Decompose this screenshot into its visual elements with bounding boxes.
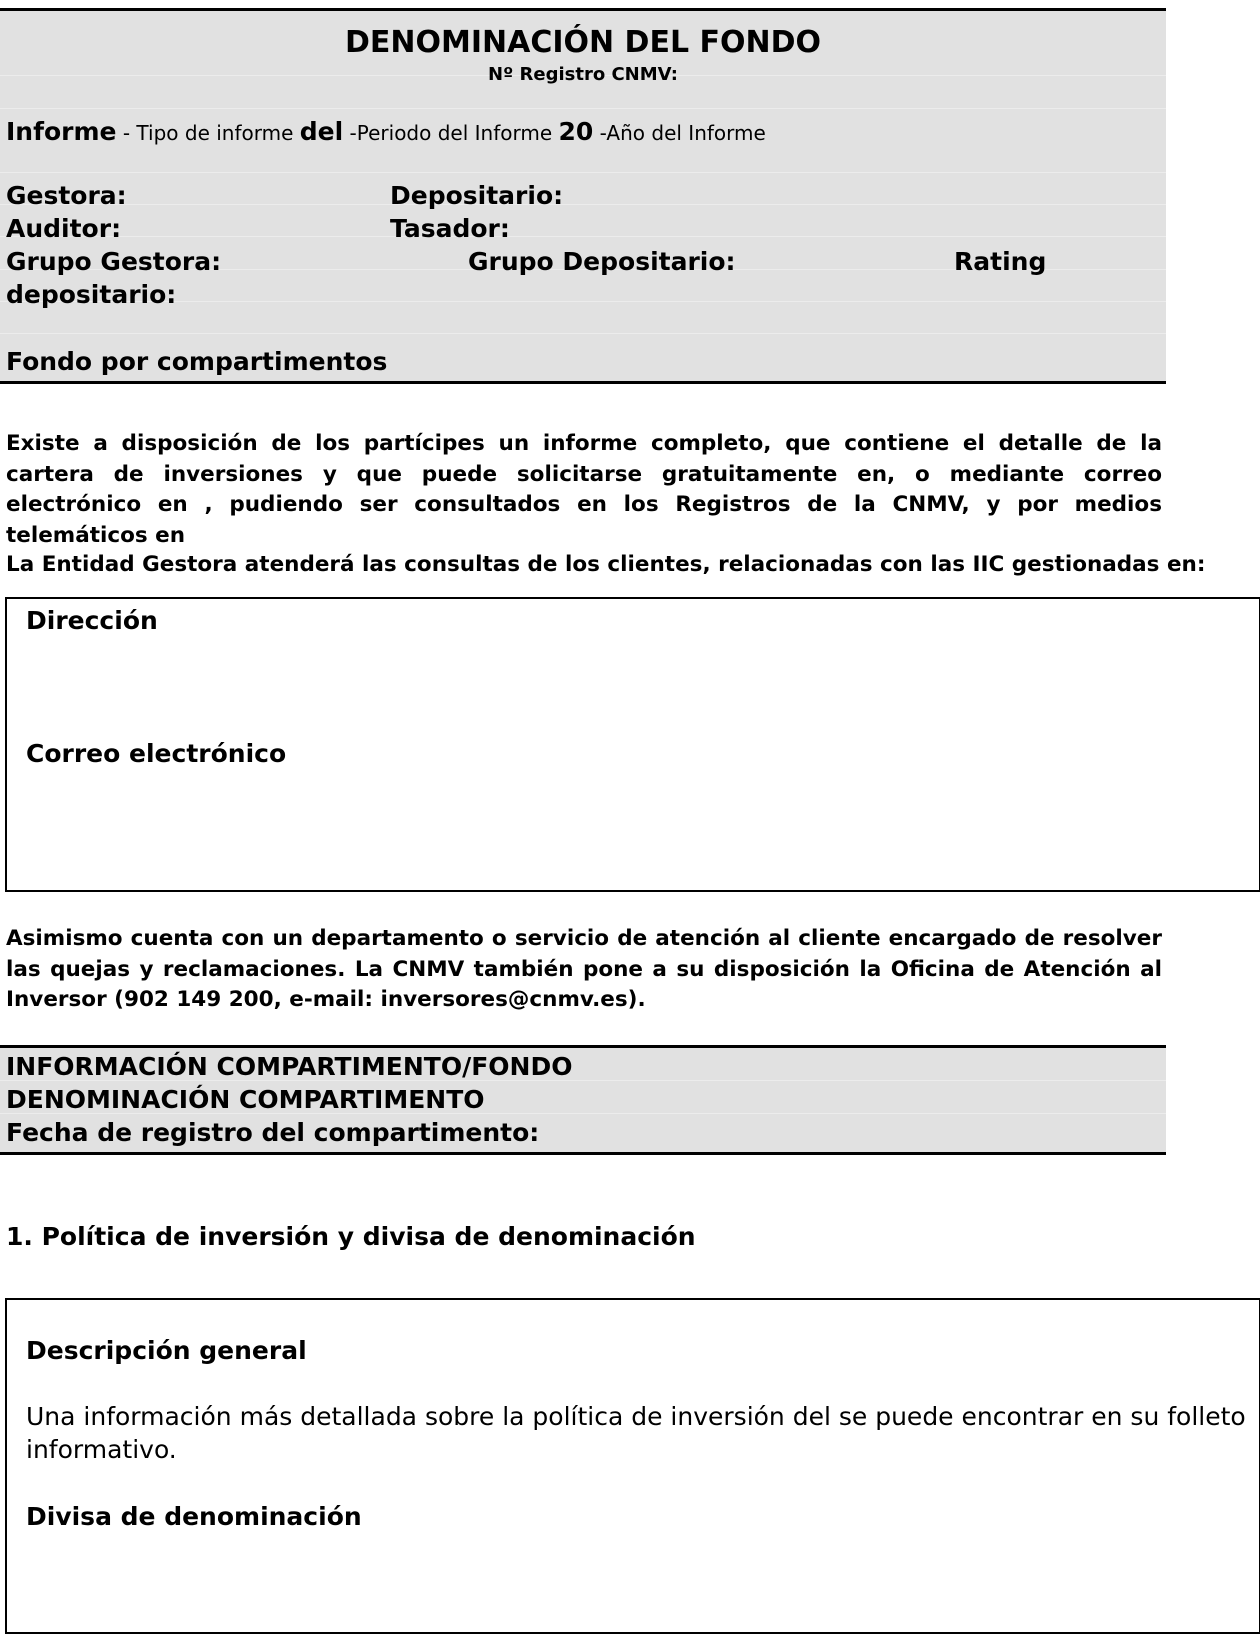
report-type-placeholder: - Tipo de informe: [116, 121, 300, 145]
informe-label: Informe: [6, 117, 117, 146]
compartimento-registration-date: Fecha de registro del compartimento:: [6, 1118, 540, 1147]
tasador-label: Tasador:: [390, 214, 510, 243]
descripcion-general-text: Una información más detallada sobre la política de inversión del se puede encontrar en su folleto informativo.: [26, 1402, 1246, 1464]
customer-service-paragraph: Asimismo cuenta con un departamento o servicio de atención al cliente encargado de resolver las quejas y reclamaciones. La CNMV también pone a su disposición la Oficina de Atención al Inversor (902 149 200, e-mail: inversores@cnmv.es).: [6, 926, 1162, 1012]
direccion-label: Dirección: [26, 606, 158, 635]
row-divider: [0, 172, 1166, 173]
investment-policy-box: [5, 1298, 1260, 1634]
report-year-placeholder: -Año del Informe: [593, 121, 766, 145]
client-queries-line: La Entidad Gestora atenderá las consultas de los clientes, relacionadas con las IIC gestionadas en:: [6, 552, 1206, 577]
row-divider: [0, 236, 1166, 237]
fondo-compartimentos-label: Fondo por compartimentos: [6, 347, 388, 376]
auditor-label: Auditor:: [6, 214, 122, 243]
contact-info-box: [5, 597, 1260, 892]
cnmv-registry-number: Nº Registro CNMV:: [488, 64, 678, 85]
fund-name-title: DENOMINACIÓN DEL FONDO: [344, 25, 822, 60]
del-label: del: [299, 117, 344, 146]
report-type-line: [6, 117, 766, 146]
correo-electronico-label: Correo electrónico: [26, 739, 287, 768]
gestora-label: Gestora:: [6, 181, 127, 210]
row-divider: [0, 204, 1166, 205]
rating-label: Rating: [954, 247, 1047, 276]
year-prefix: 20: [558, 117, 594, 146]
grupo-gestora-label: Grupo Gestora:: [6, 247, 222, 276]
section-1-heading: 1. Política de inversión y divisa de denominación: [6, 1222, 696, 1251]
compartimento-info-heading: INFORMACIÓN COMPARTIMENTO/FONDO: [6, 1052, 573, 1081]
descripcion-general-label: Descripción general: [26, 1336, 307, 1365]
full-report-availability-paragraph: Existe a disposición de los partícipes un informe completo, que contiene el detalle de la cartera de inversiones y que puede solicitarse gratuitamente en, o mediante correo electrónico en , pudiendo ser consultados en los Registros de la CNMV, y por medios telemáticos en: [6, 431, 1162, 548]
rating-depositario-label: depositario:: [6, 280, 177, 309]
grupo-depositario-label: Grupo Depositario:: [468, 247, 736, 276]
compartimento-name-heading: DENOMINACIÓN COMPARTIMENTO: [6, 1085, 485, 1114]
depositario-label: Depositario:: [390, 181, 564, 210]
compartimento-info-block: [0, 1045, 1166, 1155]
row-divider: [0, 108, 1166, 109]
report-period-placeholder: -Periodo del Informe: [343, 121, 559, 145]
fund-header-block: [0, 8, 1166, 384]
row-divider: [0, 333, 1166, 334]
divisa-denominacion-label: Divisa de denominación: [26, 1502, 362, 1531]
